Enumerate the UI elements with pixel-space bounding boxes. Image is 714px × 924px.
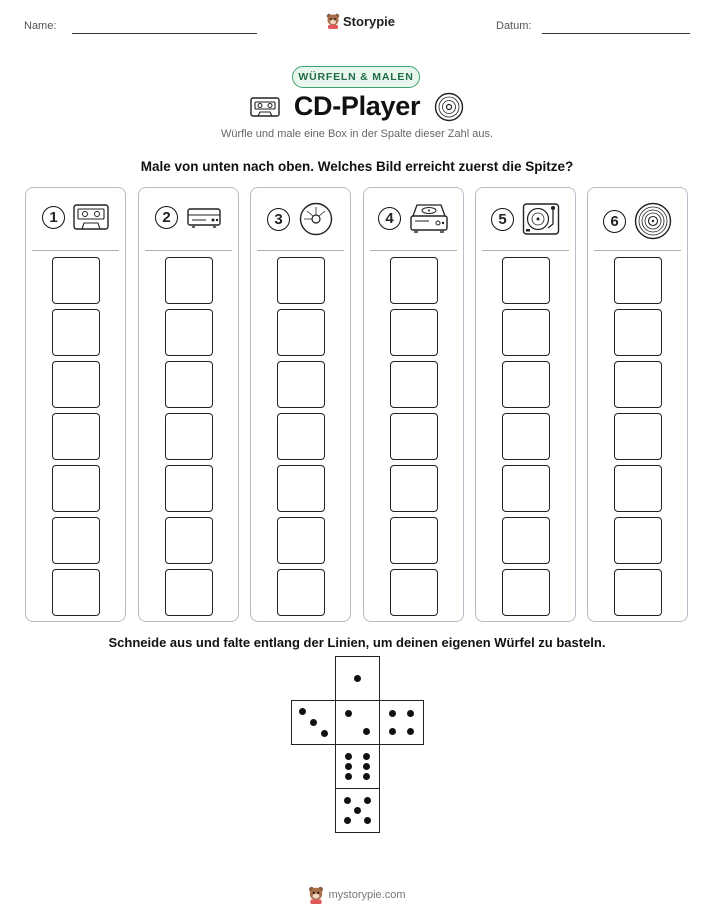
die-face-2 bbox=[335, 700, 380, 745]
color-box[interactable] bbox=[277, 413, 325, 460]
die-pip bbox=[344, 817, 351, 824]
subtitle: Würfle und male eine Box in der Spalte dieser Zahl aus. bbox=[220, 128, 494, 140]
compact-disc-icon bbox=[298, 202, 334, 236]
color-box[interactable] bbox=[502, 465, 550, 512]
die-pip bbox=[354, 807, 361, 814]
turntable-icon bbox=[522, 202, 560, 236]
die-pip bbox=[363, 753, 370, 760]
color-box[interactable] bbox=[52, 465, 100, 512]
disc-tray-player-icon bbox=[409, 202, 449, 234]
column-divider bbox=[145, 250, 232, 251]
column-3 bbox=[250, 187, 351, 622]
column-number: 6 bbox=[603, 210, 626, 233]
color-box[interactable] bbox=[165, 309, 213, 356]
color-box[interactable] bbox=[390, 517, 438, 564]
die-face-4 bbox=[379, 700, 424, 745]
color-box[interactable] bbox=[614, 257, 662, 304]
column-4 bbox=[363, 187, 464, 622]
color-box[interactable] bbox=[52, 569, 100, 616]
column-number: 1 bbox=[42, 206, 65, 229]
column-number: 3 bbox=[267, 208, 290, 231]
column-6 bbox=[587, 187, 688, 622]
category-badge: WÜRFELN & MALEN bbox=[292, 66, 420, 88]
box-stack bbox=[364, 257, 463, 621]
color-box[interactable] bbox=[614, 465, 662, 512]
box-stack bbox=[26, 257, 125, 621]
footer-site[interactable]: mystorypie.com bbox=[328, 889, 406, 901]
die-pip bbox=[407, 728, 414, 735]
die-pip bbox=[310, 719, 317, 726]
cd-player-device-icon bbox=[186, 202, 222, 232]
color-box[interactable] bbox=[277, 257, 325, 304]
color-box[interactable] bbox=[390, 309, 438, 356]
color-box[interactable] bbox=[52, 257, 100, 304]
color-box[interactable] bbox=[52, 361, 100, 408]
bear-mascot-icon bbox=[308, 886, 324, 904]
color-box[interactable] bbox=[502, 517, 550, 564]
name-line bbox=[72, 33, 257, 34]
color-box[interactable] bbox=[502, 413, 550, 460]
die-face-1 bbox=[335, 656, 380, 701]
color-box[interactable] bbox=[277, 309, 325, 356]
color-box[interactable] bbox=[502, 257, 550, 304]
cut-instruction: Schneide aus und falte entlang der Linien, um deinen eigenen Würfel zu basteln. bbox=[108, 635, 606, 650]
die-pip bbox=[389, 710, 396, 717]
date-line bbox=[542, 33, 690, 34]
color-box[interactable] bbox=[277, 465, 325, 512]
column-number: 2 bbox=[155, 206, 178, 229]
color-box[interactable] bbox=[165, 517, 213, 564]
die-pip bbox=[363, 763, 370, 770]
box-stack bbox=[251, 257, 350, 621]
color-box[interactable] bbox=[165, 465, 213, 512]
die-pip bbox=[354, 675, 361, 682]
color-box[interactable] bbox=[614, 569, 662, 616]
die-pip bbox=[321, 730, 328, 737]
color-box[interactable] bbox=[165, 257, 213, 304]
brand-name: Storypie bbox=[343, 13, 396, 29]
die-pip bbox=[344, 797, 351, 804]
cassette-tape-icon bbox=[73, 202, 109, 232]
die-face-5 bbox=[335, 788, 380, 833]
die-pip bbox=[345, 753, 352, 760]
column-5 bbox=[475, 187, 576, 622]
color-box[interactable] bbox=[277, 569, 325, 616]
color-box[interactable] bbox=[390, 413, 438, 460]
color-box[interactable] bbox=[165, 413, 213, 460]
die-pip bbox=[364, 797, 371, 804]
color-box[interactable] bbox=[614, 517, 662, 564]
column-divider bbox=[257, 250, 344, 251]
bear-mascot-icon bbox=[326, 13, 340, 29]
column-divider bbox=[482, 250, 569, 251]
box-stack bbox=[139, 257, 238, 621]
brand-logo bbox=[326, 13, 395, 29]
die-pip bbox=[363, 728, 370, 735]
column-divider bbox=[594, 250, 681, 251]
page-title: CD-Player bbox=[293, 91, 421, 121]
color-box[interactable] bbox=[390, 257, 438, 304]
color-box[interactable] bbox=[165, 361, 213, 408]
column-2 bbox=[138, 187, 239, 622]
color-box[interactable] bbox=[614, 361, 662, 408]
date-label: Datum: bbox=[496, 20, 532, 32]
color-box[interactable] bbox=[390, 465, 438, 512]
color-box[interactable] bbox=[277, 361, 325, 408]
color-box[interactable] bbox=[614, 309, 662, 356]
column-divider bbox=[32, 250, 119, 251]
box-stack bbox=[588, 257, 687, 621]
color-box[interactable] bbox=[502, 309, 550, 356]
column-divider bbox=[370, 250, 457, 251]
color-box[interactable] bbox=[52, 517, 100, 564]
die-pip bbox=[363, 773, 370, 780]
color-box[interactable] bbox=[165, 569, 213, 616]
color-box[interactable] bbox=[52, 309, 100, 356]
color-box[interactable] bbox=[277, 517, 325, 564]
die-pip bbox=[389, 728, 396, 735]
color-box[interactable] bbox=[390, 569, 438, 616]
box-stack bbox=[476, 257, 575, 621]
die-pip bbox=[364, 817, 371, 824]
column-number: 4 bbox=[378, 207, 401, 230]
footer bbox=[0, 886, 714, 904]
color-box[interactable] bbox=[502, 569, 550, 616]
color-box[interactable] bbox=[390, 361, 438, 408]
column-number: 5 bbox=[491, 208, 514, 231]
die-pip bbox=[345, 773, 352, 780]
die-pip bbox=[299, 708, 306, 715]
die-pip bbox=[345, 763, 352, 770]
color-box[interactable] bbox=[502, 361, 550, 408]
die-pip bbox=[407, 710, 414, 717]
cassette-tape-icon bbox=[250, 96, 280, 118]
vinyl-record-icon bbox=[634, 202, 672, 240]
die-pip bbox=[345, 710, 352, 717]
title-row bbox=[0, 91, 714, 122]
color-box[interactable] bbox=[52, 413, 100, 460]
name-label: Name: bbox=[24, 20, 57, 32]
color-box[interactable] bbox=[614, 413, 662, 460]
compact-disc-icon bbox=[434, 92, 464, 122]
column-1 bbox=[25, 187, 126, 622]
instruction: Male von unten nach oben. Welches Bild erreicht zuerst die Spitze? bbox=[140, 159, 574, 174]
die-face-3 bbox=[291, 700, 336, 745]
die-face-6 bbox=[335, 744, 380, 789]
